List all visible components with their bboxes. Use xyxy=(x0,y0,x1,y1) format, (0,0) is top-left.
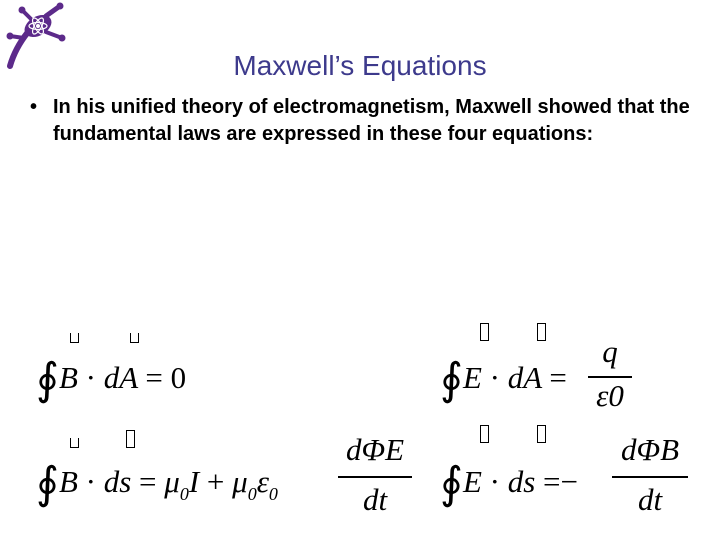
vector-arrow-mark xyxy=(70,333,79,343)
dot-operator: · xyxy=(489,464,500,499)
equation-ampere-maxwell xyxy=(36,452,278,508)
denominator-dt: dt xyxy=(362,482,388,517)
subscript-zero: 0 xyxy=(608,378,624,413)
zero-value: 0 xyxy=(170,360,187,395)
bullet-item xyxy=(30,94,690,148)
vector-arrow-mark xyxy=(480,323,489,341)
contour-integral-symbol: ∮ xyxy=(440,459,463,508)
vector-arrow-mark xyxy=(480,425,489,443)
bullet-marker: • xyxy=(30,96,38,118)
slide-title: Maxwell’s Equations xyxy=(233,50,487,81)
differential-length: ds xyxy=(507,464,536,499)
dot-operator: · xyxy=(85,464,96,499)
dphi-symbol: dΦ xyxy=(345,432,386,467)
minus-sign: − xyxy=(560,464,578,499)
numerator-dphi xyxy=(338,432,412,468)
vector-b: B xyxy=(58,464,78,499)
vector-arrow-mark xyxy=(537,425,546,443)
subscript-zero: 0 xyxy=(179,484,189,504)
epsilon-symbol: ε xyxy=(256,464,269,499)
vector-e: E xyxy=(462,360,482,395)
equation-gauss-magnetism xyxy=(36,348,187,404)
mu-symbol: μ xyxy=(232,464,248,499)
dot-operator: · xyxy=(85,360,96,395)
equation-gauss-electric xyxy=(440,348,567,404)
denominator-epsilon xyxy=(588,378,632,414)
fraction-dphiE-over-dt xyxy=(338,432,412,522)
differential-length: ds xyxy=(103,464,132,499)
plus-sign: + xyxy=(206,464,225,499)
vector-b: B xyxy=(58,360,78,395)
vector-arrow-mark xyxy=(537,323,546,341)
equals-sign: = xyxy=(549,360,567,395)
equals-sign: = xyxy=(145,360,163,395)
dot-operator: · xyxy=(489,360,500,395)
denominator-dt: dt xyxy=(637,482,663,517)
vector-arrow-mark xyxy=(126,430,135,448)
numerator-dphi xyxy=(612,432,688,468)
vector-arrow-mark xyxy=(70,438,79,448)
fraction-bar xyxy=(338,476,412,478)
equation-faraday xyxy=(440,452,578,508)
vector-e: E xyxy=(462,464,482,499)
fraction-bar xyxy=(612,476,688,478)
vector-arrow-mark xyxy=(130,333,139,343)
equals-sign: = xyxy=(139,464,157,499)
fraction-q-over-epsilon xyxy=(588,334,632,420)
current-symbol: I xyxy=(188,464,200,499)
epsilon-symbol: ε xyxy=(596,378,609,413)
subscript-zero: 0 xyxy=(268,484,278,504)
dphi-symbol: dΦ xyxy=(620,432,661,467)
numerator-charge: q xyxy=(602,334,618,369)
contour-integral-symbol: ∮ xyxy=(440,355,463,404)
subscript-zero: 0 xyxy=(247,484,257,504)
equals-sign: = xyxy=(543,464,561,499)
subscript-e: E xyxy=(385,432,405,467)
fraction-dphiB-over-dt xyxy=(612,432,688,522)
contour-integral-symbol: ∮ xyxy=(36,355,59,404)
contour-integral-symbol: ∮ xyxy=(36,459,59,508)
bullet-text: In his unified theory of electromagnetism, Maxwell showed that the fundamental laws are expressed in these four equations: xyxy=(53,96,690,145)
subscript-b: B xyxy=(660,432,680,467)
differential-area: dA xyxy=(103,360,138,395)
differential-area: dA xyxy=(507,360,542,395)
mu-symbol: μ xyxy=(164,464,180,499)
